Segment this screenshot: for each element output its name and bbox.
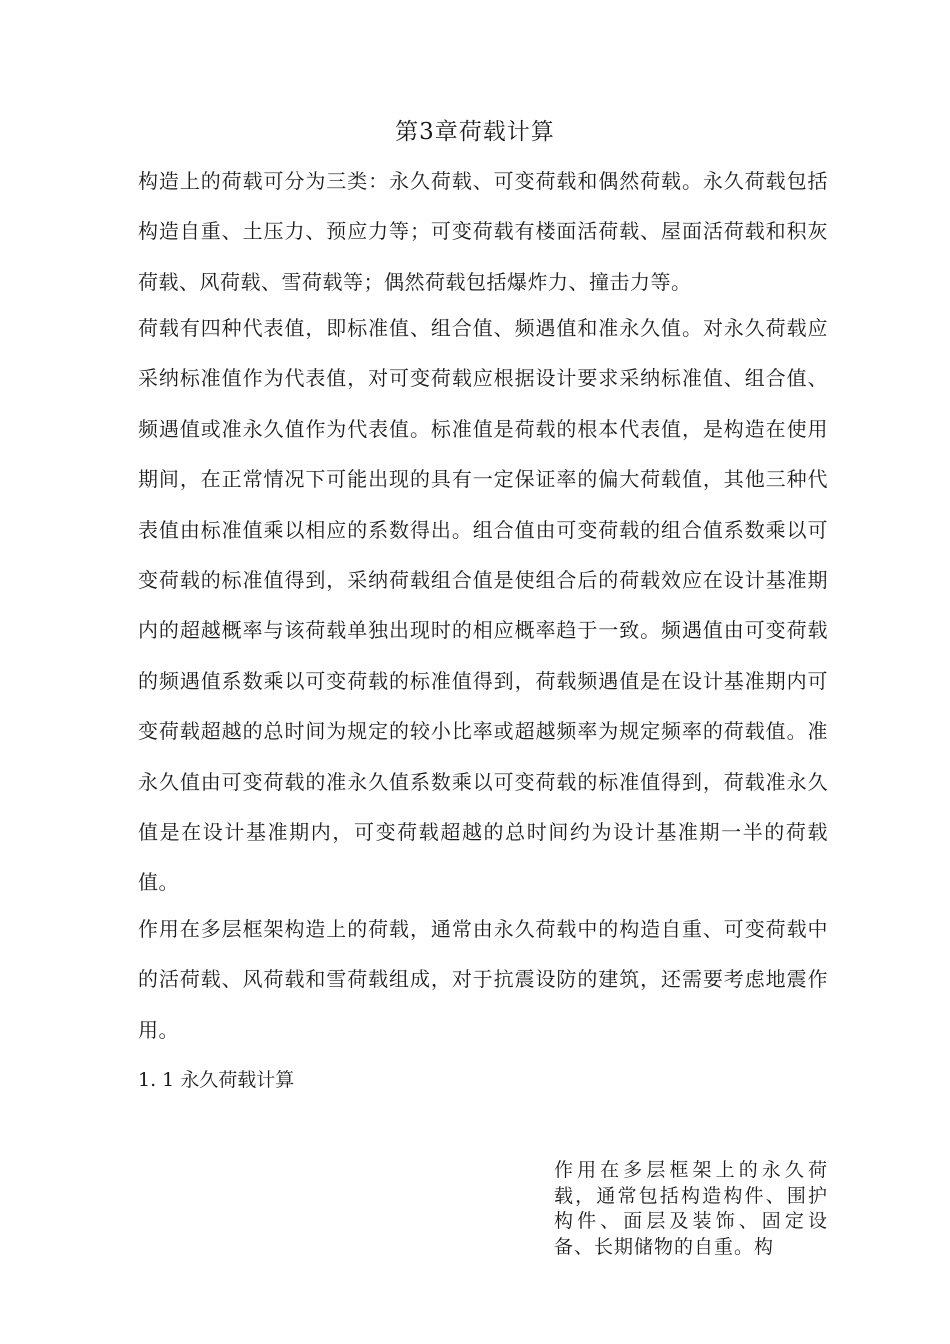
section-heading xyxy=(138,1064,294,1096)
side-text-block: 作用在多层框架上的永久荷载，通常包括构造构件、围护构件、面层及装饰、固定设备、长期储物的自重。构 xyxy=(554,1159,828,1258)
paragraph-representative-values: 荷载有四种代表值，即标准值、组合值、频遇值和准永久值。对永久荷载应采纳标准值作为代表值，对可变荷载应根据设计要求采纳标准值、组合值、频遇值或准永久值作为代表值。标准值是荷载的根本代表值，是构造在使用期间，在正常情况下可能出现的具有一定保证率的偏大荷载值，其他三种代表值由标准值乘以相应的系数得出。组合值由可变荷载的组合值系数乘以可变荷载的标准值得到，采纳荷载组合值是使组合后的荷载效应在设计基准期内的超越概率与该荷载单独出现时的相应概率趋于一致。频遇值由可变荷载的频遇值系数乘以可变荷载的标准值得到，荷载频遇值是在设计基准期内可变荷载超越的总时间为规定的较小比率或超越频率为规定频率的荷载值。准永久值由可变荷载的准永久值系数乘以可变荷载的标准值得到，荷载准永久值是在设计基准期内，可变荷载超越的总时间约为设计基准期一半的荷载值。 xyxy=(138,316,828,895)
section-number: 1. 1 xyxy=(138,1069,175,1091)
paragraph-load-types: 构造上的荷载可分为三类：永久荷载、可变荷载和偶然荷载。永久荷载包括构造自重、土压力、预应力等；可变荷载有楼面活荷载、屋面活荷载和积灰荷载、风荷载、雪荷载等；偶然荷载包括爆炸力、撞击力等。 xyxy=(138,169,828,294)
section-title: 永久荷载计算 xyxy=(180,1069,295,1091)
paragraph-frame-loads: 作用在多层框架构造上的荷载，通常由永久荷载中的构造自重、可变荷载中的活荷载、风荷载和雪荷载组成，对于抗震设防的建筑，还需要考虑地震作用。 xyxy=(138,917,828,1042)
chapter-title: 第3章荷载计算 xyxy=(395,119,555,145)
